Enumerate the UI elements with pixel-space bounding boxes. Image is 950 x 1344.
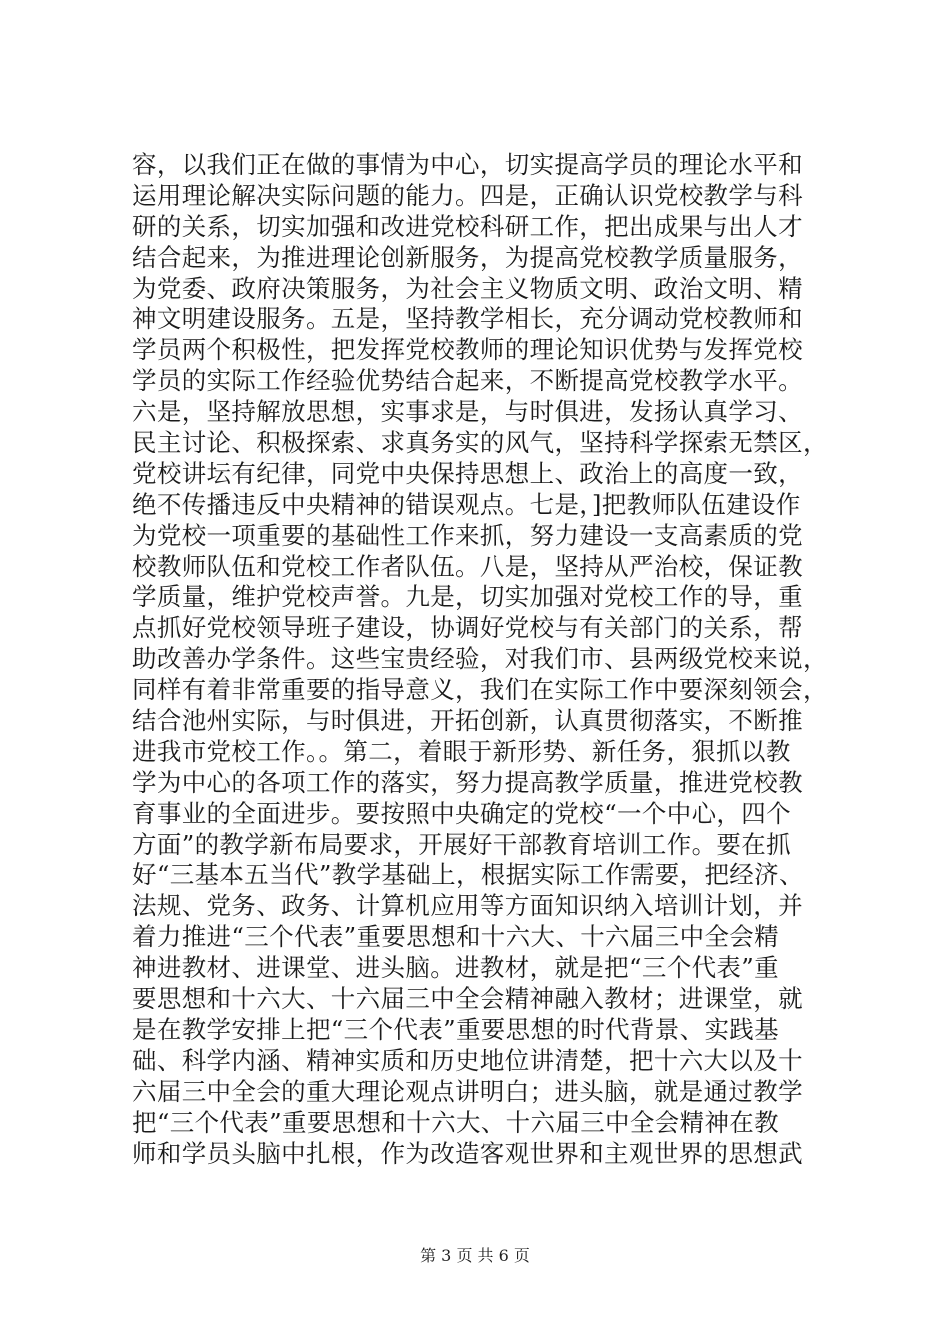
text-line: 要思想和十六大、十六届三中全会精神融入教材；进课堂，就 [132, 984, 803, 1014]
text-line: 进我市党校工作。。第二，着眼于新形势、新任务，狠抓以教 [132, 736, 791, 766]
text-line: 学员的实际工作经验优势结合起来，不断提高党校教学水平。 [132, 366, 803, 396]
text-line: 结合起来，为推进理论创新服务，为提高党校教学质量服务， [132, 242, 803, 272]
text-line: 民主讨论、积极探索、求真务实的风气，坚持科学探索无禁区， [132, 428, 828, 458]
text-line: 是在教学安排上把“三个代表”重要思想的时代背景、实践基 [132, 1014, 779, 1044]
body-text [132, 150, 832, 1169]
text-line: 绝不传播违反中央精神的错误观点。七是，]把教师队伍建设作 [132, 489, 801, 519]
text-line: 础、科学内涵、精神实质和历史地位讲清楚，把十六大以及十 [132, 1045, 803, 1075]
text-line: 结合池州实际，与时俱进，开拓创新，认真贯彻落实，不断推 [132, 706, 803, 736]
text-line: 六是，坚持解放思想，实事求是，与时俱进，发扬认真学习、 [132, 397, 803, 427]
text-line: 着力推进“三个代表”重要思想和十六大、十六届三中全会精 [132, 922, 779, 952]
text-line: 神进教材、进课堂、进头脑。进教材，就是把“三个代表”重 [132, 953, 779, 983]
text-line: 为党委、政府决策服务，为社会主义物质文明、政治文明、精 [132, 273, 803, 303]
text-line: 把“三个代表”重要思想和十六大、十六届三中全会精神在教 [132, 1107, 779, 1137]
text-line: 研的关系，切实加强和改进党校科研工作，把出成果与出人才 [132, 211, 803, 241]
text-line: 神文明建设服务。五是，坚持教学相长，充分调动党校教师和 [132, 304, 803, 334]
text-line: 学员两个积极性，把发挥党校教师的理论知识优势与发挥党校 [132, 335, 803, 365]
text-line: 育事业的全面进步。要按照中央确定的党校“一个中心，四个 [132, 798, 791, 828]
text-line: 校教师队伍和党校工作者队伍。八是，坚持从严治校，保证教 [132, 551, 803, 581]
text-line: 方面”的教学新布局要求，开展好干部教育培训工作。要在抓 [132, 829, 791, 859]
text-line: 助改善办学条件。这些宝贵经验，对我们市、县两级党校来说， [132, 644, 828, 674]
text-line: 法规、党务、政务、计算机应用等方面知识纳入培训计划，并 [132, 891, 803, 921]
text-line: 好“三基本五当代”教学基础上，根据实际工作需要，把经济、 [132, 860, 804, 890]
text-line: 师和学员头脑中扎根，作为改造客观世界和主观世界的思想武 [132, 1138, 803, 1168]
text-line: 为党校一项重要的基础性工作来抓，努力建设一支高素质的党 [132, 520, 803, 550]
text-line: 学质量，维护党校声誉。九是，切实加强对党校工作的导，重 [132, 582, 803, 612]
text-line: 六届三中全会的重大理论观点讲明白；进头脑，就是通过教学 [132, 1076, 803, 1106]
page-number-footer: 第 3 页 共 6 页 [420, 1246, 530, 1265]
text-line: 同样有着非常重要的指导意义，我们在实际工作中要深刻领会， [132, 675, 828, 705]
text-line: 运用理论解决实际问题的能力。四是，正确认识党校教学与科 [132, 180, 803, 210]
text-line: 学为中心的各项工作的落实，努力提高教学质量，推进党校教 [132, 767, 803, 797]
text-line: 容，以我们正在做的事情为中心，切实提高学员的理论水平和 [132, 150, 803, 179]
text-line: 党校讲坛有纪律，同党中央保持思想上、政治上的高度一致， [132, 458, 803, 488]
text-line: 点抓好党校领导班子建设，协调好党校与有关部门的关系，帮 [132, 613, 803, 643]
